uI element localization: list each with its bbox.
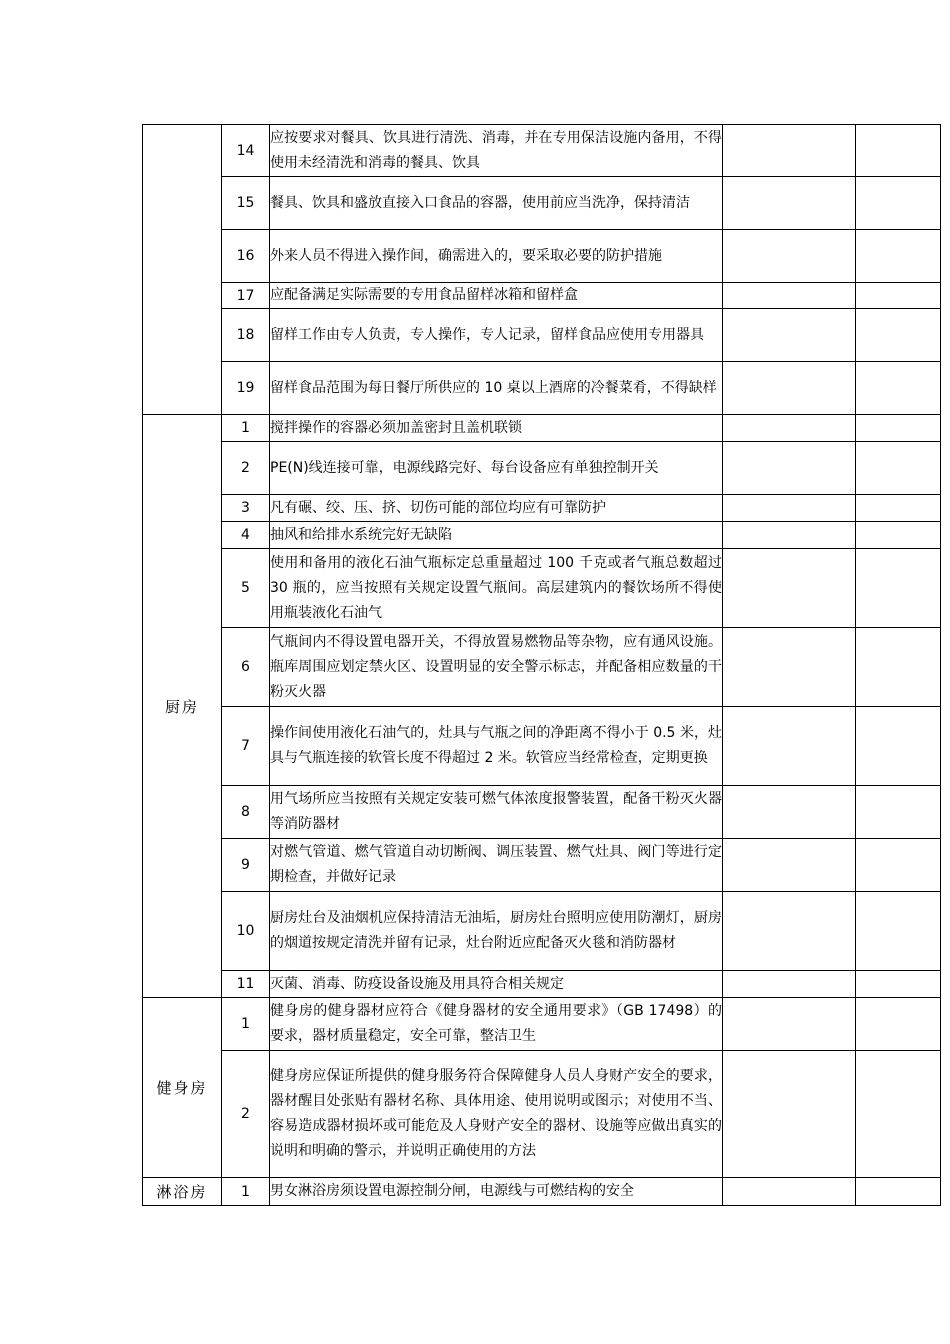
inspection-result-cell[interactable] xyxy=(723,1178,856,1206)
table-row xyxy=(143,707,941,786)
item-requirement: 厨房灶台及油烟机应保持清洁无油垢，厨房灶台照明应使用防潮灯，厨房的烟道按规定清洗并留有记录，灶台附近应配备灭火毯和消防器材 xyxy=(270,892,723,971)
table-row xyxy=(143,1051,941,1178)
table-row xyxy=(143,495,941,522)
item-number: 15 xyxy=(222,177,270,230)
item-number: 1 xyxy=(222,1178,270,1206)
table-row xyxy=(143,362,941,415)
item-number: 6 xyxy=(222,628,270,707)
inspection-result-cell[interactable] xyxy=(723,1051,856,1178)
remarks-cell[interactable] xyxy=(856,362,941,415)
inspection-result-cell[interactable] xyxy=(723,415,856,442)
table-row xyxy=(143,309,941,362)
item-number: 5 xyxy=(222,549,270,628)
inspection-result-cell[interactable] xyxy=(723,549,856,628)
remarks-cell[interactable] xyxy=(856,495,941,522)
remarks-cell[interactable] xyxy=(856,628,941,707)
inspection-result-cell[interactable] xyxy=(723,125,856,177)
item-requirement: 应按要求对餐具、饮具进行清洗、消毒，并在专用保洁设施内备用，不得使用未经清洗和消毒的餐具、饮具 xyxy=(270,125,723,177)
item-number: 16 xyxy=(222,230,270,283)
remarks-cell[interactable] xyxy=(856,125,941,177)
table-row xyxy=(143,442,941,495)
item-requirement: 用气场所应当按照有关规定安装可燃气体浓度报警装置，配备干粉灭火器等消防器材 xyxy=(270,786,723,839)
inspection-result-cell[interactable] xyxy=(723,971,856,998)
remarks-cell[interactable] xyxy=(856,892,941,971)
table-row xyxy=(143,230,941,283)
inspection-result-cell[interactable] xyxy=(723,998,856,1051)
inspection-result-cell[interactable] xyxy=(723,177,856,230)
item-requirement: 抽风和给排水系统完好无缺陷 xyxy=(270,522,723,549)
remarks-cell[interactable] xyxy=(856,309,941,362)
table-row xyxy=(143,971,941,998)
remarks-cell[interactable] xyxy=(856,549,941,628)
inspection-result-cell[interactable] xyxy=(723,892,856,971)
remarks-cell[interactable] xyxy=(856,1178,941,1206)
item-number: 10 xyxy=(222,892,270,971)
table-row xyxy=(143,839,941,892)
table-row xyxy=(143,522,941,549)
item-requirement: 灭菌、消毒、防疫设备设施及用具符合相关规定 xyxy=(270,971,723,998)
remarks-cell[interactable] xyxy=(856,283,941,309)
remarks-cell[interactable] xyxy=(856,415,941,442)
inspection-result-cell[interactable] xyxy=(723,283,856,309)
item-requirement: 使用和备用的液化石油气瓶标定总重量超过 100 千克或者气瓶总数超过 30 瓶的，应当按照有关规定设置气瓶间。高层建筑内的餐饮场所不得使用瓶装液化石油气 xyxy=(270,549,723,628)
category-cell xyxy=(143,125,222,415)
table-row xyxy=(143,628,941,707)
item-requirement: 留样工作由专人负责，专人操作，专人记录，留样食品应使用专用器具 xyxy=(270,309,723,362)
table-row xyxy=(143,283,941,309)
remarks-cell[interactable] xyxy=(856,839,941,892)
item-requirement: 男女淋浴房须设置电源控制分闸，电源线与可燃结构的安全 xyxy=(270,1178,723,1206)
table-row xyxy=(143,125,941,177)
item-requirement: 留样食品范围为每日餐厅所供应的 10 桌以上酒席的冷餐菜肴，不得缺样 xyxy=(270,362,723,415)
remarks-cell[interactable] xyxy=(856,998,941,1051)
category-cell: 厨房 xyxy=(143,415,222,998)
inspection-result-cell[interactable] xyxy=(723,839,856,892)
inspection-result-cell[interactable] xyxy=(723,442,856,495)
item-number: 2 xyxy=(222,442,270,495)
item-number: 2 xyxy=(222,1051,270,1178)
table-body xyxy=(143,125,941,1206)
item-number: 7 xyxy=(222,707,270,786)
item-requirement: 操作间使用液化石油气的，灶具与气瓶之间的净距离不得小于 0.5 米，灶具与气瓶连接的软管长度不得超过 2 米。软管应当经常检查，定期更换 xyxy=(270,707,723,786)
item-number: 3 xyxy=(222,495,270,522)
item-requirement: 健身房应保证所提供的健身服务符合保障健身人员人身财产安全的要求，器材醒目处张贴有器材名称、具体用途、使用说明或图示；对使用不当、容易造成器材损坏或可能危及人身财产安全的器材、设施等应做出真实的说明和明确的警示，并说明正确使用的方法 xyxy=(270,1051,723,1178)
remarks-cell[interactable] xyxy=(856,1051,941,1178)
item-number: 9 xyxy=(222,839,270,892)
item-number: 8 xyxy=(222,786,270,839)
table-row xyxy=(143,786,941,839)
item-requirement: PE(N)线连接可靠，电源线路完好、每台设备应有单独控制开关 xyxy=(270,442,723,495)
remarks-cell[interactable] xyxy=(856,522,941,549)
inspection-checklist-table xyxy=(142,124,941,1206)
item-requirement: 外来人员不得进入操作间，确需进入的，要采取必要的防护措施 xyxy=(270,230,723,283)
table-row xyxy=(143,549,941,628)
item-requirement: 应配备满足实际需要的专用食品留样冰箱和留样盒 xyxy=(270,283,723,309)
remarks-cell[interactable] xyxy=(856,971,941,998)
item-requirement: 对燃气管道、燃气管道自动切断阀、调压装置、燃气灶具、阀门等进行定期检查，并做好记录 xyxy=(270,839,723,892)
table-row xyxy=(143,1178,941,1206)
table-row xyxy=(143,998,941,1051)
item-number: 18 xyxy=(222,309,270,362)
remarks-cell[interactable] xyxy=(856,442,941,495)
table-row xyxy=(143,892,941,971)
table-row xyxy=(143,177,941,230)
inspection-result-cell[interactable] xyxy=(723,362,856,415)
category-cell: 健身房 xyxy=(143,998,222,1178)
inspection-result-cell[interactable] xyxy=(723,309,856,362)
remarks-cell[interactable] xyxy=(856,707,941,786)
inspection-result-cell[interactable] xyxy=(723,628,856,707)
remarks-cell[interactable] xyxy=(856,786,941,839)
inspection-result-cell[interactable] xyxy=(723,707,856,786)
item-requirement: 餐具、饮具和盛放直接入口食品的容器，使用前应当洗净，保持清洁 xyxy=(270,177,723,230)
category-cell: 淋浴房 xyxy=(143,1178,222,1206)
item-requirement: 健身房的健身器材应符合《健身器材的安全通用要求》（GB 17498）的要求，器材质量稳定，安全可靠，整洁卫生 xyxy=(270,998,723,1051)
item-number: 19 xyxy=(222,362,270,415)
item-number: 4 xyxy=(222,522,270,549)
table-row xyxy=(143,415,941,442)
item-number: 11 xyxy=(222,971,270,998)
item-requirement: 气瓶间内不得设置电器开关，不得放置易燃物品等杂物，应有通风设施。瓶库周围应划定禁火区、设置明显的安全警示标志，并配备相应数量的干粉灭火器 xyxy=(270,628,723,707)
inspection-result-cell[interactable] xyxy=(723,786,856,839)
remarks-cell[interactable] xyxy=(856,177,941,230)
inspection-result-cell[interactable] xyxy=(723,495,856,522)
item-requirement: 搅拌操作的容器必须加盖密封且盖机联锁 xyxy=(270,415,723,442)
item-number: 17 xyxy=(222,283,270,309)
inspection-result-cell[interactable] xyxy=(723,230,856,283)
item-requirement: 凡有碾、绞、压、挤、切伤可能的部位均应有可靠防护 xyxy=(270,495,723,522)
item-number: 14 xyxy=(222,125,270,177)
item-number: 1 xyxy=(222,415,270,442)
inspection-result-cell[interactable] xyxy=(723,522,856,549)
item-number: 1 xyxy=(222,998,270,1051)
remarks-cell[interactable] xyxy=(856,230,941,283)
